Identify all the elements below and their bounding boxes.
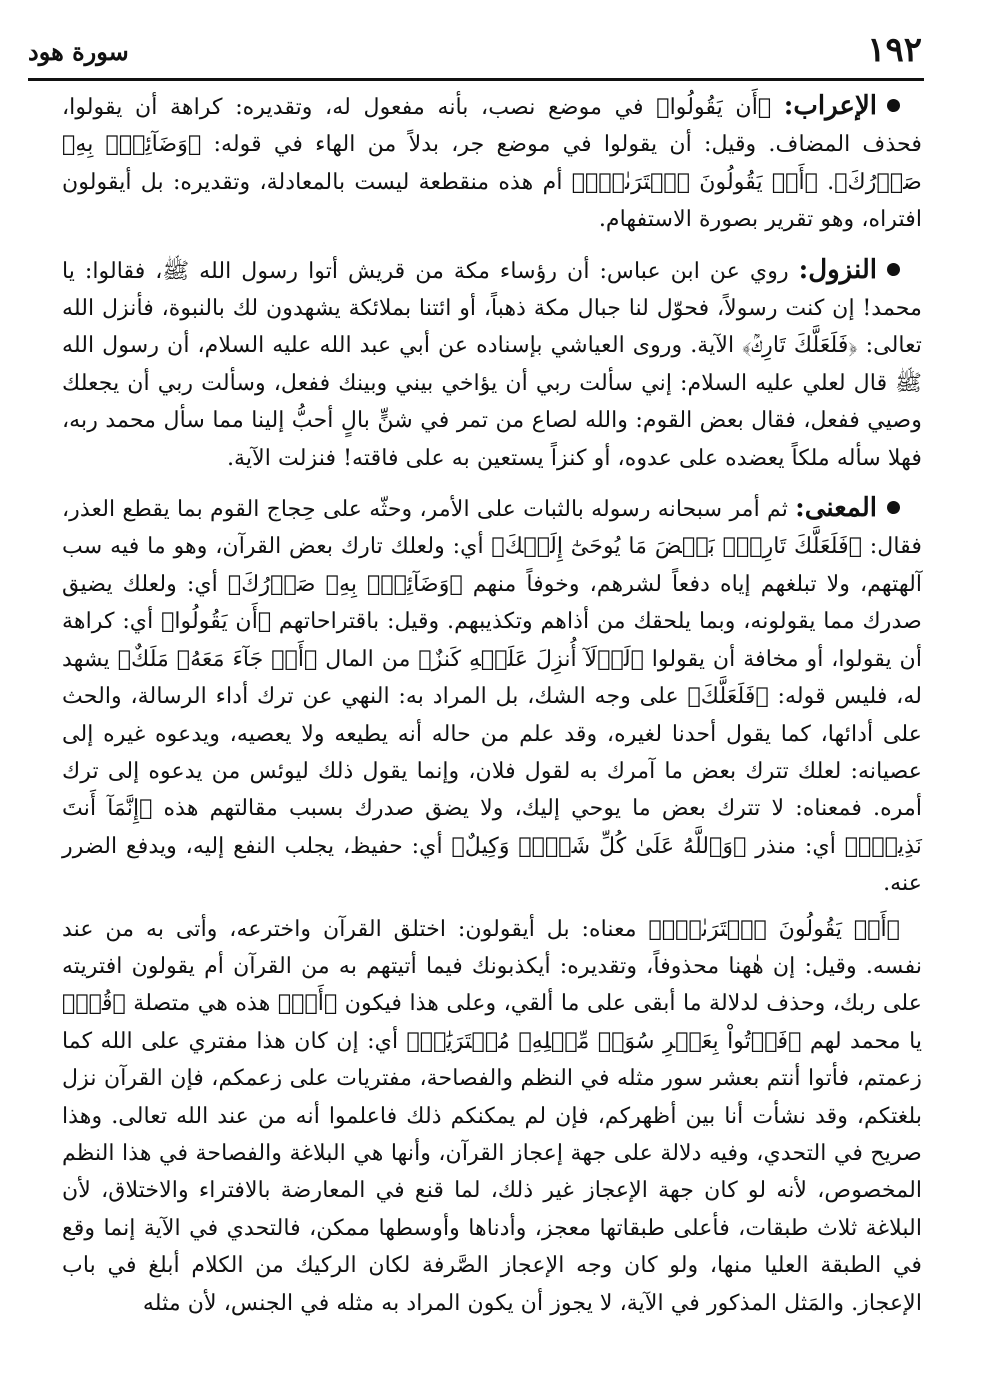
paragraph-gap xyxy=(62,903,922,911)
section-text: روي عن ابن عباس: أن رؤساء مكة من قريش أتوا رسول الله ﷺ، فقالوا: يا محمد! إن كنت رسولاً، فحوّل لنا جبال مكة ذهباً، أو ائتنا بملائكة يشهدون لك بالنبوة، فأنزل الله تعالى: ﴿فَلَعَلَّكَ تَارِكُۢ﴾ الآية. وروى العياشي بإسناده عن أبي عبد الله عليه السلام، أن رسول الله ﷺ قال لعلي عليه السلام: إني سألت ربي أن يؤاخي بيني وبينك ففعل، وسألت ربي أن يجعلك وصيي ففعل، فقال بعض القوم: والله لصاع من تمر في شنٍّ بالٍ أحبُّ إلينا مما سأل محمد ربه، فهلا سأله ملكاً يعضده على عدوه، أو كنزاً يستعين به على فاقته! فنزلت الآية. xyxy=(62,257,922,471)
section-mana xyxy=(62,490,922,1322)
header-divider xyxy=(28,78,924,81)
section-paragraph xyxy=(62,911,922,1322)
section-paragraph xyxy=(62,490,922,902)
section-paragraph xyxy=(62,252,922,477)
section-text: ﴿أَمۡ يَقُولُونَ ٱفۡتَرَىٰهُۖ﴾ معناه: بل أيقولون: اختلق القرآن واخترعه، وأتى به من عند نفسه. وقيل: إن هٰهنا محذوفاً، وتقديره: أيكذبونك فيما أتيتهم به من القرآن أم يقولون افتريته على ربك، وحذف لدلالة ما أبقى على ما ألقي، وعلى هذا فيكون ﴿أَمۡ﴾ هذه هي متصلة ﴿قُلۡ﴾ يا محمد لهم ﴿فَأۡتُواْ بِعَشۡرِ سُوَرٖ مِّثۡلِهِۦ مُفۡتَرَيَٰتٖ﴾ أي: إن كان هذا مفتري على الله كما زعمتم، فأتوا أنتم بعشر سور مثله في النظم والفصاحة، مفتريات على زعمكم، فإن القرآن نزل بلغتكم، وقد نشأت أنا بين أظهركم، فإن لم يمكنكم ذلك فاعلموا أنه من عند الله تعالى. وهذا صريح في التحدي، وفيه دلالة على جهة إعجاز القرآن، وأنها هي البلاغة والفصاحة في هذا النظم المخصوص، لأنه لو كان جهة الإعجاز غير ذلك، لما قنع في المعارضة بالافتراء والاختلاق، لأن البلاغة ثلاث طبقات، فأعلى طبقاتها معجز، وأدناها وأوسطها ممكن، فالتحدي في الآية إنما وقع في الطبقة العليا منها، ولو كان وجه الإعجاز الصَّرفة لكان الركيك من الكلام أبلغ في باب الإعجاز. والمَثل المذكور في الآية، لا يجوز أن يكون المراد به مثله في الجنس، لأن مثله xyxy=(62,915,922,1316)
section-heading: المعنى: xyxy=(795,493,877,524)
section-heading: النزول: xyxy=(798,254,877,285)
section-heading: الإعراب: xyxy=(783,91,877,121)
bullet-icon xyxy=(887,501,900,514)
page-number: ١٩٢ xyxy=(867,30,922,70)
page-body xyxy=(62,88,922,1322)
section-nuzul xyxy=(62,252,922,477)
surah-name: سورة هود xyxy=(28,37,129,66)
page-header xyxy=(28,26,922,78)
section-paragraph xyxy=(62,88,922,239)
bullet-icon xyxy=(887,99,900,112)
section-text: ثم أمر سبحانه رسوله بالثبات على الأمر، وحثّه على حِجاج القوم بما يقطع العذر، فقال: ﴿فَلَعَلَّكَ تَارِكُۢ بَعۡضَ مَا يُوحَىٰٓ إِلَيۡكَ﴾ أي: ولعلك تارك بعض القرآن، وهو ما فيه سب آلهتهم، ولا تبلغهم إياه دفعاً لشرهم، وخوفاً منهم ﴿وَضَآئِقٌۢ بِهِۦ صَدۡرُكَ﴾ أي: ولعلك يضيق صدرك مما يقولونه، وبما يلحقك من أذاهم وتكذيبهم. وقيل: باقتراحاتهم ﴿أَن يَقُولُوا﴾ أي: كراهة أن يقولوا، أو مخافة أن يقولوا ﴿لَوۡلَآ أُنزِلَ عَلَيۡهِ كَنزٌ﴾ من المال ﴿أَوۡ جَآءَ مَعَهُۥ مَلَكٌ﴾ يشهد له، فليس قوله: ﴿فَلَعَلَّكَ﴾ على وجه الشك، بل المراد به: النهي عن ترك أداء الرسالة، والحث على أدائها، كما يقول أحدنا لغيره، وقد علم من حاله أنه يطيعه ولا يعصيه، ويدعوه غيره إلى عصيانه: لعلك تترك بعض ما آمرك به لقول فلان، وإنما يقول ذلك ليوئس من يدعوه إلى ترك أمره. فمعناه: لا تترك بعض ما يوحي إليك، ولا يضق صدرك بسبب مقالتهم هذه ﴿إِنَّمَآ أَنتَ نَذِيرٌۚ﴾ أي: منذر ﴿وَٱللَّهُ عَلَىٰ كُلِّ شَيۡءٖ وَكِيلٌ﴾ أي: حفيظ، يجلب النفع إليه، ويدفع الضرر عنه. xyxy=(62,496,922,897)
section-text: ﴿أَن يَقُولُوا﴾ في موضع نصب، بأنه مفعول له، وتقديره: كراهة أن يقولوا، فحذف المضاف. وقيل: أن يقولوا في موضع جر، بدلاً من الهاء في قوله: ﴿وَضَآئِقٌۢ بِهِۦ صَدۡرُكَ﴾. ﴿أَمۡ يَقُولُونَ ٱفۡتَرَىٰهُۖ﴾ أم هذه منقطعة ليست بالمعادلة، وتقديره: بل أيقولون افتراه، وهو تقرير بصورة الاستفهام. xyxy=(62,94,922,233)
bullet-icon xyxy=(887,263,900,276)
section-irab xyxy=(62,88,922,239)
